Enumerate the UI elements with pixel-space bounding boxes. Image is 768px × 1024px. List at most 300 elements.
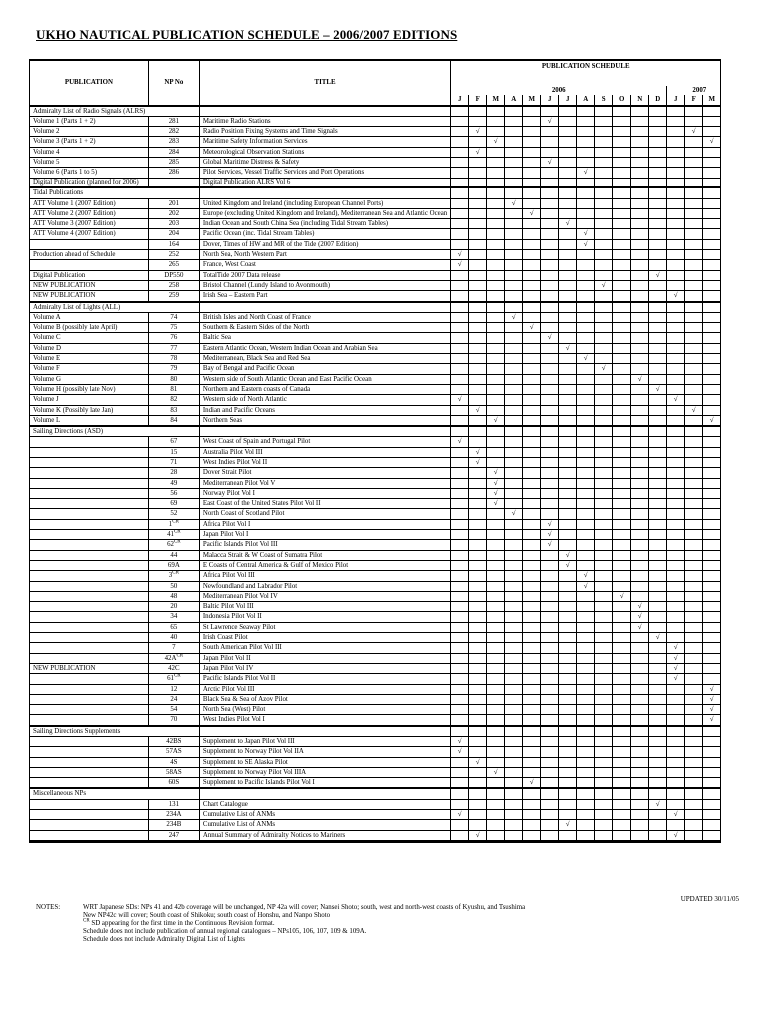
month-cell	[451, 737, 469, 747]
month-cell	[613, 747, 631, 757]
month-header: D	[649, 95, 667, 105]
title-cell: Western side of South Atlantic Ocean and East Pacific Ocean	[199, 374, 450, 384]
month-cell	[613, 312, 631, 322]
month-cell	[523, 312, 541, 322]
month-cell	[559, 239, 577, 249]
publication-cell	[30, 841, 149, 842]
table-row	[30, 841, 721, 842]
month-cell	[703, 488, 721, 498]
month-cell	[487, 219, 505, 229]
month-cell	[577, 767, 595, 777]
month-cell	[667, 488, 685, 498]
publication-cell	[30, 694, 149, 704]
month-cell	[595, 519, 613, 529]
month-cell	[703, 229, 721, 239]
month-cell	[595, 250, 613, 260]
month-cell	[559, 778, 577, 789]
month-cell	[577, 622, 595, 632]
schedule-tick: √	[709, 416, 714, 424]
month-cell	[541, 591, 559, 601]
table-row	[30, 291, 721, 302]
month-cell	[559, 178, 577, 187]
month-cell	[577, 684, 595, 694]
month-cell	[469, 219, 487, 229]
month-cell	[685, 591, 703, 601]
month-cell	[577, 737, 595, 747]
table-row	[30, 395, 721, 405]
month-cell	[541, 198, 559, 208]
month-cell	[667, 519, 685, 529]
month-cell	[631, 540, 649, 550]
month-cell	[613, 178, 631, 187]
table-row	[30, 158, 721, 168]
month-cell	[595, 291, 613, 302]
month-cell	[685, 643, 703, 653]
month-cell	[469, 116, 487, 126]
month-cell	[451, 395, 469, 405]
title-cell: Dover Strait Pilot	[199, 468, 450, 478]
month-cell	[631, 198, 649, 208]
month-cell	[595, 571, 613, 581]
month-cell	[631, 168, 649, 178]
month-cell	[577, 384, 595, 394]
month-cell	[685, 757, 703, 767]
table-row	[30, 653, 721, 663]
schedule-tick: √	[457, 738, 462, 745]
month-cell	[631, 229, 649, 239]
month-cell	[613, 509, 631, 519]
schedule-tick: √	[547, 541, 552, 549]
section-name: Sailing Directions (ASD)	[30, 426, 149, 437]
section-header-row	[30, 726, 721, 737]
publication-cell	[30, 633, 149, 643]
month-cell	[631, 437, 649, 447]
month-cell	[523, 499, 541, 509]
month-cell	[577, 841, 595, 842]
publication-cell	[30, 643, 149, 653]
section-header-row	[30, 187, 721, 198]
section-header-row	[30, 788, 721, 799]
np-number: 283	[168, 138, 180, 146]
month-cell	[703, 312, 721, 322]
month-header: F	[469, 95, 487, 105]
title-cell: Australia Pilot Vol III	[199, 447, 450, 457]
month-cell	[487, 571, 505, 581]
month-cell	[523, 333, 541, 343]
month-cell	[631, 312, 649, 322]
month-cell	[649, 312, 667, 322]
month-cell	[469, 622, 487, 632]
month-cell	[685, 810, 703, 820]
month-cell	[649, 799, 667, 809]
month-cell	[703, 437, 721, 447]
np-number-cell	[148, 602, 199, 612]
table-row	[30, 343, 721, 353]
month-cell	[559, 757, 577, 767]
table-row	[30, 405, 721, 415]
publication-cell	[30, 612, 149, 622]
title-cell: Africa Pilot Vol I	[199, 519, 450, 529]
month-cell	[469, 447, 487, 457]
month-cell	[703, 343, 721, 353]
title-cell: Radio Position Fixing Systems and Time Signals	[199, 127, 450, 137]
np-number-cell	[148, 250, 199, 260]
month-cell	[451, 127, 469, 137]
month-cell	[649, 684, 667, 694]
title-cell: Pacific Islands Pilot Vol III	[199, 540, 450, 550]
title-cell: Irish Coast Pilot	[199, 633, 450, 643]
month-cell	[685, 653, 703, 663]
np-number: 42C	[168, 664, 180, 672]
month-cell	[595, 757, 613, 767]
month-cell	[685, 384, 703, 394]
month-cell	[595, 560, 613, 570]
table-row	[30, 229, 721, 239]
publication-cell	[30, 571, 149, 581]
title-cell: TotalTide 2007 Data release	[199, 270, 450, 280]
cr-superscript: CR	[176, 653, 184, 659]
month-cell	[577, 653, 595, 663]
month-cell	[451, 571, 469, 581]
month-cell	[595, 354, 613, 364]
month-cell	[505, 684, 523, 694]
np-number: 56	[170, 489, 178, 497]
month-cell	[649, 560, 667, 570]
month-cell	[577, 158, 595, 168]
month-cell	[451, 168, 469, 178]
month-cell	[703, 364, 721, 374]
month-cell	[541, 810, 559, 820]
month-cell	[613, 799, 631, 809]
schedule-tick: √	[493, 479, 498, 487]
section-header-row	[30, 426, 721, 437]
month-cell	[613, 168, 631, 178]
month-cell	[523, 168, 541, 178]
month-cell	[577, 715, 595, 726]
np-number: 82	[170, 396, 178, 404]
month-cell	[649, 147, 667, 157]
month-cell	[631, 519, 649, 529]
month-cell	[559, 747, 577, 757]
np-number: 69	[170, 500, 178, 508]
month-cell	[523, 799, 541, 809]
month-cell	[523, 674, 541, 684]
month-cell	[703, 260, 721, 270]
month-cell	[595, 280, 613, 290]
month-cell	[685, 737, 703, 747]
schedule-tick: √	[475, 148, 480, 156]
month-cell	[577, 810, 595, 820]
month-cell	[451, 767, 469, 777]
note-cr-mark: CR	[83, 918, 90, 924]
title-cell: Mediterranean Pilot Vol IV	[199, 591, 450, 601]
title-cell: Indonesia Pilot Vol II	[199, 612, 450, 622]
month-cell	[667, 778, 685, 789]
month-cell	[667, 810, 685, 820]
publication-cell: Volume 4	[30, 147, 149, 157]
month-cell	[577, 168, 595, 178]
month-cell	[631, 333, 649, 343]
month-cell	[451, 280, 469, 290]
schedule-tick: √	[673, 664, 678, 672]
month-cell	[703, 468, 721, 478]
month-cell	[667, 830, 685, 840]
month-cell	[667, 737, 685, 747]
month-cell	[631, 270, 649, 280]
publication-cell	[30, 820, 149, 830]
month-cell	[631, 799, 649, 809]
month-cell	[613, 323, 631, 333]
month-cell	[559, 374, 577, 384]
np-number: 54	[170, 706, 178, 714]
month-cell	[523, 560, 541, 570]
month-cell	[469, 354, 487, 364]
month-cell	[523, 550, 541, 560]
month-cell	[577, 757, 595, 767]
month-cell	[649, 364, 667, 374]
month-cell	[559, 674, 577, 684]
month-cell	[595, 457, 613, 467]
month-cell	[505, 643, 523, 653]
np-number: 77	[170, 344, 178, 352]
month-cell	[613, 591, 631, 601]
table-row	[30, 643, 721, 653]
title-cell: Pilot Services, Vessel Traffic Services and Port Operations	[199, 168, 450, 178]
month-cell	[559, 767, 577, 777]
month-cell	[685, 270, 703, 280]
month-cell	[703, 499, 721, 509]
month-cell	[685, 612, 703, 622]
title-cell: Indian Ocean and South China Sea (including Tidal Stream Tables)	[199, 219, 450, 229]
table-row	[30, 519, 721, 529]
publication-cell: Volume A	[30, 312, 149, 322]
np-number: 44	[170, 551, 178, 559]
schedule-tick: √	[673, 675, 678, 683]
month-cell	[577, 208, 595, 218]
title-cell: Western side of North Atlantic	[199, 395, 450, 405]
title-cell: Supplement to Norway Pilot Vol IIIA	[199, 767, 450, 777]
month-cell	[631, 810, 649, 820]
month-cell	[649, 663, 667, 673]
month-cell	[505, 612, 523, 622]
month-cell	[685, 530, 703, 540]
title-cell: United Kingdom and Ireland (including European Channel Ports)	[199, 198, 450, 208]
month-cell	[487, 364, 505, 374]
month-cell	[595, 168, 613, 178]
month-cell	[685, 229, 703, 239]
schedule-tick: √	[601, 365, 606, 373]
month-cell	[631, 116, 649, 126]
month-cell	[577, 478, 595, 488]
month-cell	[667, 239, 685, 249]
month-cell	[613, 767, 631, 777]
month-cell	[487, 457, 505, 467]
month-cell	[505, 519, 523, 529]
month-cell	[577, 178, 595, 187]
month-cell	[631, 239, 649, 249]
month-cell	[487, 208, 505, 218]
np-number: 201	[168, 199, 180, 207]
month-cell	[559, 270, 577, 280]
month-cell	[451, 270, 469, 280]
month-cell	[541, 178, 559, 187]
month-header: J	[541, 95, 559, 105]
np-number: 258	[168, 281, 180, 289]
schedule-tick: √	[673, 831, 678, 839]
month-cell	[685, 457, 703, 467]
month-cell	[523, 198, 541, 208]
np-number: 234B	[166, 821, 182, 829]
month-cell	[469, 509, 487, 519]
month-cell	[559, 280, 577, 290]
month-cell	[505, 250, 523, 260]
np-number-cell	[148, 116, 199, 126]
month-cell	[613, 137, 631, 147]
month-cell	[649, 653, 667, 663]
np-number: 78	[170, 355, 178, 363]
month-cell	[469, 343, 487, 353]
month-cell	[667, 591, 685, 601]
table-row	[30, 198, 721, 208]
month-cell	[487, 158, 505, 168]
month-cell	[667, 581, 685, 591]
month-cell	[577, 468, 595, 478]
month-cell	[505, 312, 523, 322]
month-cell	[613, 437, 631, 447]
schedule-tick: √	[673, 396, 678, 404]
month-cell	[469, 810, 487, 820]
month-cell	[703, 519, 721, 529]
month-cell	[487, 127, 505, 137]
month-cell	[649, 158, 667, 168]
month-cell	[541, 384, 559, 394]
month-cell	[577, 519, 595, 529]
publication-cell	[30, 437, 149, 447]
month-cell	[577, 280, 595, 290]
schedule-tick: √	[493, 489, 498, 497]
title-cell: Norway Pilot Vol I	[199, 488, 450, 498]
np-number: 281	[168, 117, 180, 125]
month-cell	[613, 250, 631, 260]
schedule-tick: √	[709, 695, 714, 703]
month-cell	[667, 747, 685, 757]
month-cell	[613, 705, 631, 715]
month-cell	[685, 841, 703, 842]
month-cell	[487, 333, 505, 343]
month-cell	[451, 415, 469, 426]
publication-cell	[30, 778, 149, 789]
month-cell	[685, 116, 703, 126]
month-cell	[595, 343, 613, 353]
month-cell	[613, 260, 631, 270]
month-cell	[487, 830, 505, 840]
month-cell	[505, 364, 523, 374]
publication-cell	[30, 499, 149, 509]
document-title: UKHO NAUTICAL PUBLICATION SCHEDULE – 2006/2007 EDITIONS	[36, 27, 458, 42]
month-cell	[541, 571, 559, 581]
month-cell	[451, 147, 469, 157]
month-cell	[595, 674, 613, 684]
month-cell	[487, 447, 505, 457]
np-number: 24	[170, 695, 178, 703]
month-cell	[667, 208, 685, 218]
month-cell	[577, 747, 595, 757]
month-cell	[631, 137, 649, 147]
table-row	[30, 384, 721, 394]
month-cell	[649, 384, 667, 394]
np-number-cell	[148, 364, 199, 374]
np-number-cell	[148, 158, 199, 168]
month-cell	[703, 737, 721, 747]
month-cell	[631, 509, 649, 519]
schedule-tick: √	[583, 572, 588, 580]
publication-cell: Digital Publication	[30, 270, 149, 280]
month-cell	[577, 127, 595, 137]
month-cell	[523, 591, 541, 601]
month-cell	[487, 312, 505, 322]
table-row	[30, 540, 721, 550]
month-cell	[487, 540, 505, 550]
month-cell	[505, 239, 523, 249]
publication-cell	[30, 684, 149, 694]
month-cell	[667, 767, 685, 777]
month-cell	[451, 229, 469, 239]
month-cell	[523, 663, 541, 673]
table-row	[30, 684, 721, 694]
month-cell	[541, 437, 559, 447]
month-cell	[523, 519, 541, 529]
month-cell	[613, 612, 631, 622]
month-cell	[541, 581, 559, 591]
title-cell: Northern Seas	[199, 415, 450, 426]
month-cell	[667, 260, 685, 270]
month-cell	[685, 468, 703, 478]
title-cell: Indian and Pacific Oceans	[199, 405, 450, 415]
schedule-tick: √	[547, 117, 552, 125]
month-cell	[451, 343, 469, 353]
month-cell	[667, 560, 685, 570]
month-cell	[469, 488, 487, 498]
month-cell	[541, 374, 559, 384]
month-cell	[505, 457, 523, 467]
month-cell	[595, 127, 613, 137]
schedule-tick: √	[655, 385, 660, 393]
title-cell	[199, 841, 450, 842]
month-cell	[649, 374, 667, 384]
month-cell	[577, 219, 595, 229]
month-cell	[541, 694, 559, 704]
month-cell	[577, 260, 595, 270]
title-cell: Maritime Safety Information Services	[199, 137, 450, 147]
month-cell	[559, 395, 577, 405]
title-cell: Cumulative List of ANMs	[199, 810, 450, 820]
publication-cell	[30, 478, 149, 488]
title-cell: Mediterranean, Black Sea and Red Sea	[199, 354, 450, 364]
month-cell	[559, 488, 577, 498]
month-cell	[451, 820, 469, 830]
schedule-tick: √	[709, 706, 714, 714]
month-cell	[451, 509, 469, 519]
schedule-tick: √	[493, 500, 498, 508]
month-cell	[685, 478, 703, 488]
month-cell	[469, 415, 487, 426]
month-cell	[541, 540, 559, 550]
month-cell	[541, 715, 559, 726]
month-cell	[703, 622, 721, 632]
month-cell	[703, 540, 721, 550]
month-cell	[559, 229, 577, 239]
month-cell	[613, 737, 631, 747]
